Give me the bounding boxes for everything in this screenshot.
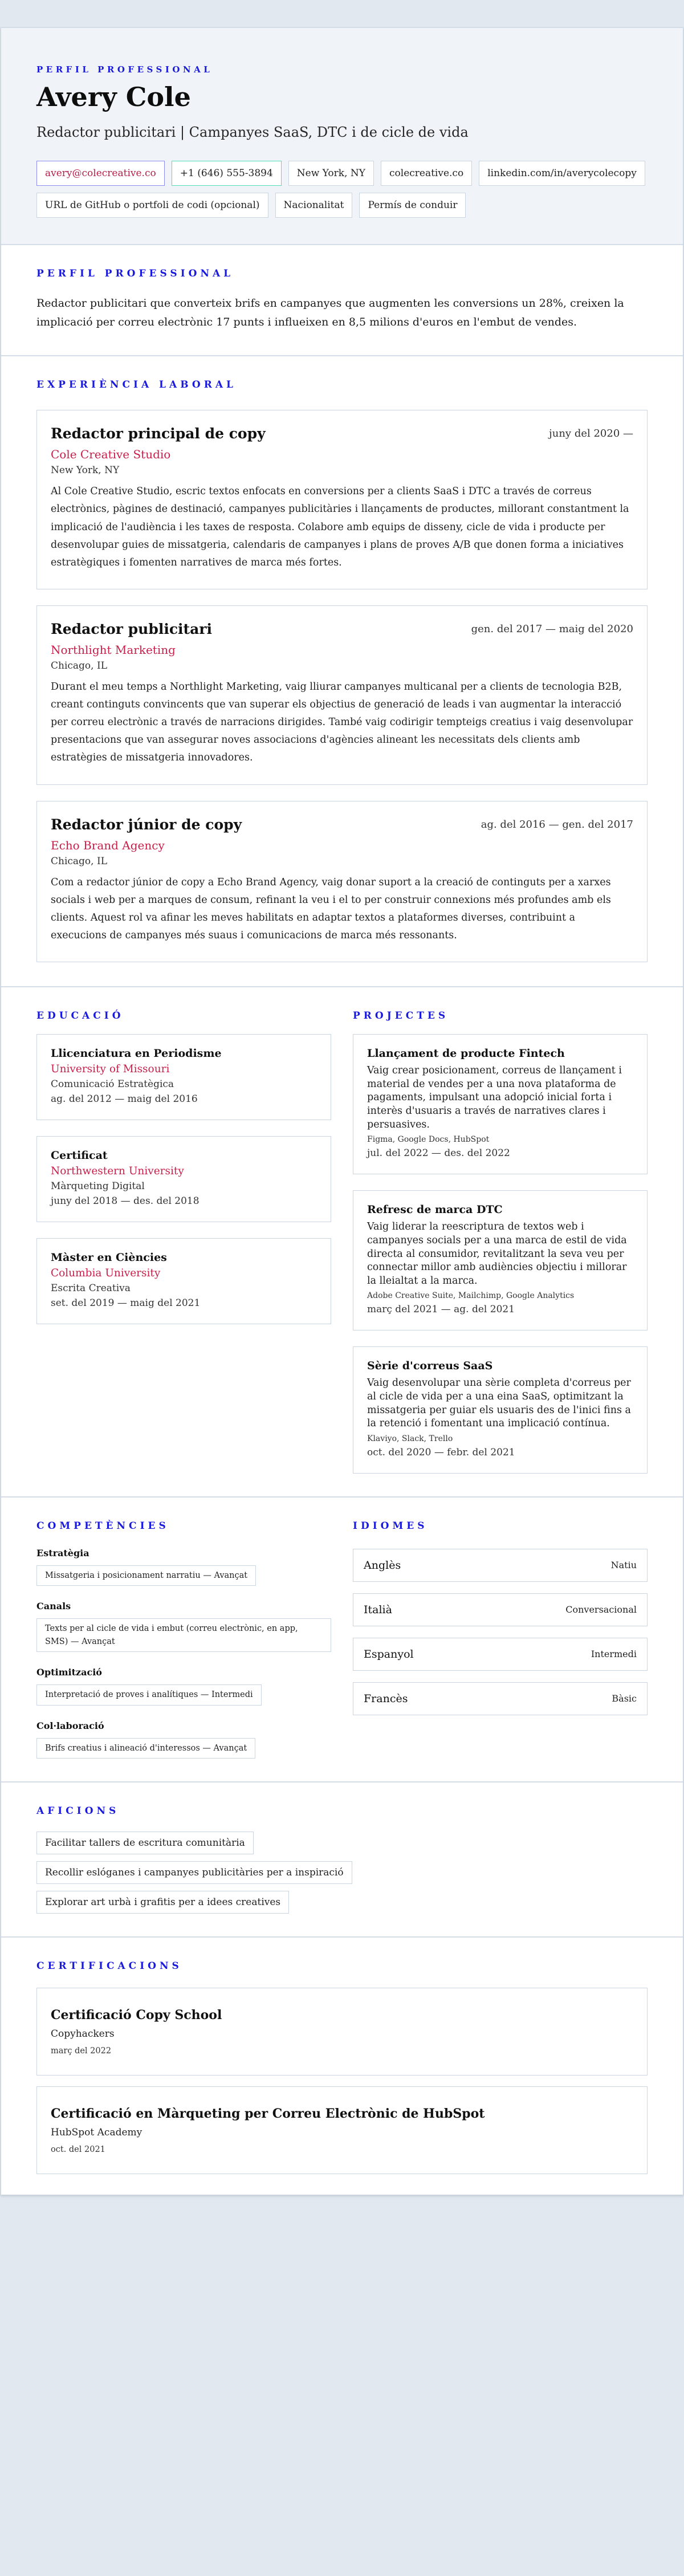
job-title: Redactor júnior de copy: [51, 816, 242, 833]
job-location: Chicago, IL: [51, 660, 107, 672]
education-school: Columbia University: [51, 1267, 161, 1280]
education-field: Escrita Creativa: [51, 1283, 131, 1295]
language-row: [353, 1593, 648, 1626]
candidate-name: Avery Cole: [36, 82, 191, 112]
contact-phone-link[interactable]: +1 (646) 555-3894: [172, 161, 282, 186]
certification-issuer: HubSpot Academy: [51, 2127, 142, 2139]
job-dates: juny del 2020 —: [549, 428, 633, 440]
hobby-chip: Explorar art urbà i grafitis per a idees creatives: [36, 1891, 289, 1914]
hobbies-section: [1, 1783, 683, 1938]
language-name: Italià: [364, 1603, 392, 1616]
job-dates: gen. del 2017 — maig del 2020: [471, 622, 633, 635]
project-card: [353, 1346, 648, 1474]
project-card: [353, 1034, 648, 1174]
contact-chips: [36, 161, 648, 218]
language-row: [353, 1682, 648, 1715]
job-company: Cole Creative Studio: [51, 447, 171, 462]
project-dates: març del 2021 — ag. del 2021: [367, 1304, 515, 1316]
language-list: [353, 1549, 648, 1715]
skill-group: [36, 1720, 331, 1759]
contact-linkedin-link[interactable]: linkedin.com/in/averycolecopy: [479, 161, 645, 186]
project-description: Vaig desenvolupar una sèrie completa d'correus per al cicle de vida per a una eina SaaS, optimitzant la missatgeria per guiar els usuaris des de l'inici fins a la retenció i fomentant una implicació contínua.: [367, 1377, 631, 1430]
skill-category: Optimització: [36, 1667, 102, 1678]
certification-date: oct. del 2021: [51, 2145, 105, 2155]
hobbies-title: AFICIONS: [36, 1805, 120, 1817]
skill-chip: Interpretació de proves i analítiques — Intermedi: [36, 1684, 262, 1705]
job-location: New York, NY: [51, 465, 120, 477]
summary-section: [1, 245, 683, 357]
project-description: Vaig liderar la reescriptura de textos web i campanyes socials per a una marca de estil de vida directa al consumidor, revitalitzant la seva veu per connectar millor amb audiències objectiu i millorar la lleialtat a la marca.: [367, 1221, 627, 1287]
contact-github-placeholder: URL de GitHub o portfoli de codi (opcional): [36, 193, 268, 218]
experience-section: [1, 356, 683, 987]
skill-chip: Brifs creatius i alineació d'interessos — Avançat: [36, 1738, 255, 1759]
project-tools: Adobe Creative Suite, Mailchimp, Google Analytics: [367, 1291, 575, 1301]
language-name: Anglès: [364, 1558, 401, 1572]
language-name: Espanyol: [364, 1647, 414, 1661]
skills-title: COMPETÈNCIES: [36, 1520, 169, 1532]
contact-nationality: Nacionalitat: [275, 193, 353, 218]
language-level: Bàsic: [612, 1693, 637, 1704]
project-tools: Figma, Google Docs, HubSpot: [367, 1135, 490, 1145]
language-level: Conversacional: [565, 1604, 637, 1615]
job-card: [36, 410, 648, 589]
project-tools: Klaviyo, Slack, Trello: [367, 1434, 453, 1443]
resume-header: [1, 28, 683, 245]
job-title: Redactor publicitari: [51, 620, 212, 637]
summary-text: Redactor publicitari que converteix brifs en campanyes que augmenten les conversions un 28%, creixen la implicació per correu electrònic 17 punts i influeixen en 8,5 milions d'euros en l'embut de vendes.: [36, 296, 624, 329]
job-card: [36, 605, 648, 785]
header-eyebrow: PERFIL PROFESSIONAL: [36, 64, 213, 75]
skills-languages-section: [1, 1497, 683, 1783]
language-name: Francès: [364, 1692, 408, 1705]
hobby-chip: Facilitar tallers de escritura comunitària: [36, 1832, 254, 1854]
certification-date: març del 2022: [51, 2046, 112, 2056]
job-description: Al Cole Creative Studio, escric textos enfocats en conversions per a clients SaaS i DTC a través de correus electrònics, pàgines de destinació, campanyes publicitàries i llançaments de productes, millorant constantment la implicació de l'audiència i les taxes de resposta. Colabore amb equips de disseny, cicle de vida i producte per desenvolupar guies de missatgeria, calendaris de campanyes i plans de proves A/B que donen forma a iniciatives estratègiques i fomenten narratives de marca més fortes.: [51, 486, 629, 568]
hobby-list: [36, 1832, 648, 1914]
education-card: [36, 1136, 331, 1222]
certification-title: Certificació en Màrqueting per Correu Electrònic de HubSpot: [51, 2106, 485, 2122]
education-column: [36, 1010, 331, 1474]
languages-title: IDIOMES: [353, 1520, 428, 1532]
education-degree: Màster en Ciències: [51, 1251, 167, 1264]
certification-title: Certificació Copy School: [51, 2008, 222, 2023]
contact-drivers-license: Permís de conduir: [359, 193, 466, 218]
job-dates: ag. del 2016 — gen. del 2017: [481, 818, 633, 831]
skill-group: [36, 1601, 331, 1652]
job-title: Redactor principal de copy: [51, 425, 266, 442]
education-projects-section: [1, 987, 683, 1497]
skill-group: [36, 1667, 331, 1705]
project-title: Refresc de marca DTC: [367, 1203, 503, 1216]
education-card: [36, 1238, 331, 1324]
education-school: University of Missouri: [51, 1063, 170, 1076]
projects-title: PROJECTES: [353, 1010, 449, 1022]
certifications-title: CERTIFICACIONS: [36, 1960, 182, 1972]
job-company: Echo Brand Agency: [51, 838, 165, 852]
project-dates: jul. del 2022 — des. del 2022: [367, 1147, 510, 1159]
education-school: Northwestern University: [51, 1165, 184, 1178]
experience-title: EXPERIÈNCIA LABORAL: [36, 379, 237, 391]
skill-chip: Texts per al cicle de vida i embut (correu electrònic, en app, SMS) — Avançat: [36, 1618, 331, 1652]
certifications-section: [1, 1938, 683, 2195]
certification-card: [36, 1988, 648, 2076]
job-card: [36, 801, 648, 963]
education-title: EDUCACIÓ: [36, 1010, 124, 1022]
hobby-chip: Recollir eslóganes i campanyes publicitàries per a inspiració: [36, 1861, 352, 1884]
education-degree: Certificat: [51, 1149, 108, 1162]
skill-category: Canals: [36, 1601, 71, 1612]
education-degree: Llicenciatura en Periodisme: [51, 1047, 222, 1060]
project-description: Vaig crear posicionament, correus de llançament i material de vendes per a una nova plataforma de pagaments, impulsant una adopció inicial forta i interès d'usuaris a través de narratives clares i persuasives.: [367, 1065, 622, 1130]
contact-website-link[interactable]: colecreative.co: [381, 161, 472, 186]
certification-issuer: Copyhackers: [51, 2028, 115, 2040]
education-dates: juny del 2018 — des. del 2018: [51, 1195, 199, 1207]
skill-group: [36, 1548, 331, 1586]
language-level: Intermedi: [591, 1649, 637, 1660]
certification-card: [36, 2086, 648, 2174]
project-card: [353, 1190, 648, 1330]
language-level: Natiu: [610, 1560, 637, 1571]
education-dates: ag. del 2012 — maig del 2016: [51, 1093, 198, 1105]
education-dates: set. del 2019 — maig del 2021: [51, 1297, 201, 1309]
project-title: Llançament de producte Fintech: [367, 1047, 565, 1060]
candidate-tagline: Redactor publicitari | Campanyes SaaS, DTC i de cicle de vida: [36, 124, 469, 140]
project-title: Sèrie d'correus SaaS: [367, 1360, 493, 1373]
skill-category: Estratègia: [36, 1547, 89, 1558]
education-field: Comunicació Estratègica: [51, 1079, 174, 1090]
job-description: Durant el meu temps a Northlight Marketing, vaig lliurar campanyes multicanal per a clients de tecnologia B2B, creant continguts convincents que van superar els objectius de generació de leads i van augmentar la interacció per correu electrònic a través de narracions dirigides. També vaig codirigir tempteigs creatius i vaig desenvolupar presentacions que van assegurar noves associacions d'agències alineant les necessitats dels clients amb estratègies de missatgeria innovadores.: [51, 681, 633, 764]
skills-column: [36, 1520, 331, 1759]
language-row: [353, 1549, 648, 1582]
job-description: Com a redactor júnior de copy a Echo Brand Agency, vaig donar suport a la creació de continguts per a xarxes socials i web per a marques de consum, refinant la veu i el to per construir connexions més profundes amb els clients. Aquest rol va afinar les meves habilitats en adaptar textos a plataformes diverses, contribuint a execucions de campanyes més suaus i comunicacions de marca més ressonants.: [51, 876, 611, 942]
skill-category: Col·laboració: [36, 1720, 104, 1731]
job-company: Northlight Marketing: [51, 642, 176, 657]
job-location: Chicago, IL: [51, 855, 107, 867]
projects-column: [353, 1010, 648, 1474]
contact-location: New York, NY: [288, 161, 374, 186]
education-card: [36, 1034, 331, 1120]
language-row: [353, 1638, 648, 1671]
summary-title: PERFIL PROFESSIONAL: [36, 267, 234, 279]
education-field: Màrqueting Digital: [51, 1181, 145, 1193]
project-dates: oct. del 2020 — febr. del 2021: [367, 1446, 515, 1458]
languages-column: [353, 1520, 648, 1759]
contact-email-link[interactable]: avery@colecreative.co: [36, 161, 165, 186]
resume-page: [1, 27, 683, 2195]
skill-chip: Missatgeria i posicionament narratiu — Avançat: [36, 1565, 256, 1586]
